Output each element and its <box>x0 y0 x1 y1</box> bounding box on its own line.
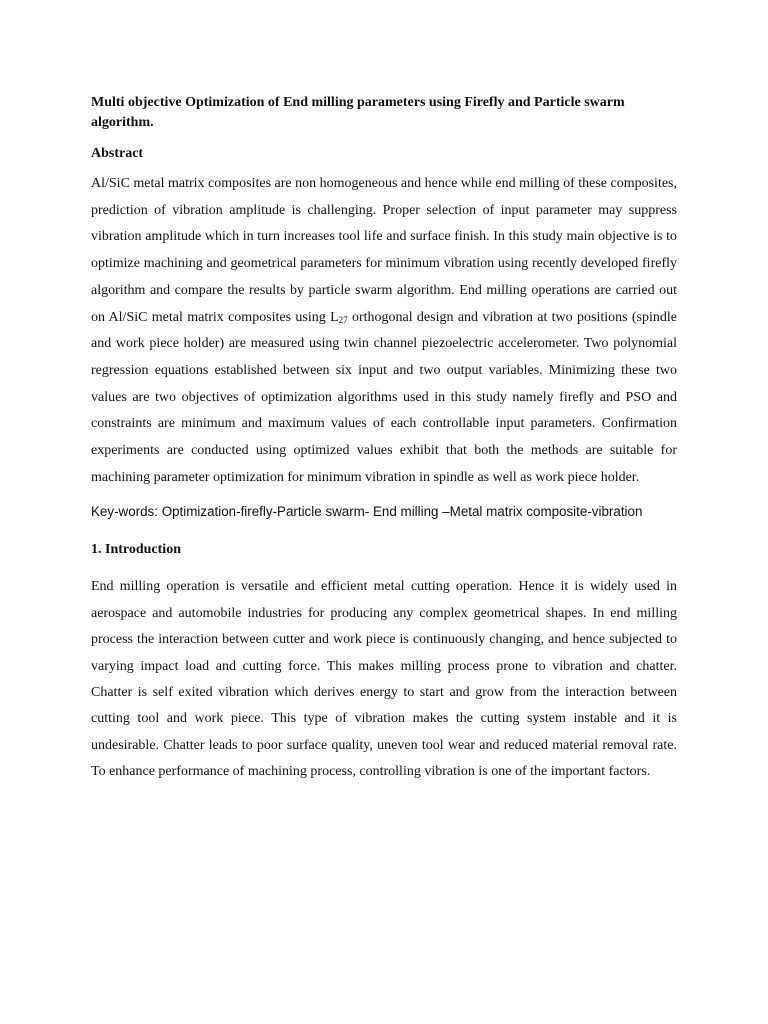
abstract-subscript: 27 <box>338 314 348 325</box>
introduction-paragraph: End milling operation is versatile and efficient metal cutting operation. Hence it is widely used in aerospace and automobile industries for producing any complex geometrical shapes. In end milling process the interaction between cutter and work piece is continuously changing, and hence subjected to varying impact load and cutting force. This makes milling process prone to vibration and chatter. Chatter is self exited vibration which derives energy to start and grow from the interaction between cutting tool and work piece. This type of vibration makes the cutting system instable and it is undesirable. Chatter leads to poor surface quality, uneven tool wear and reduced material removal rate. To enhance performance of machining process, controlling vibration is one of the important factors. <box>91 579 677 780</box>
paper-title: Multi objective Optimization of End milling parameters using Firefly and Particle swarm algorithm. <box>91 95 625 130</box>
abstract-heading: Abstract <box>91 146 144 161</box>
abstract-paragraph <box>91 171 677 491</box>
keywords-line: Key-words: Optimization-firefly-Particle swarm- End milling –Metal matrix composite-vibration <box>91 504 643 520</box>
introduction-heading: 1. Introduction <box>91 542 181 558</box>
abstract-text-part-2: orthogonal design and vibration at two positions (spindle and work piece holder) are measured using twin channel piezoelectric accelerometer. Two polynomial regression equations established between six input and two output variables. Minimizing these two values are two objectives of optimization algorithms used in this study namely firefly and PSO and constraints are minimum and maximum values of each controllable input parameters. Confirmation experiments are conducted using optimized values exhibit that both the methods are suitable for machining parameter optimization for minimum vibration in spindle as well as work piece holder. <box>91 309 677 485</box>
abstract-text-part-1: Al/SiC metal matrix composites are non homogeneous and hence while end milling of these composites, prediction of vibration amplitude is challenging. Proper selection of input parameter may suppress vibration amplitude which in turn increases tool life and surface finish. In this study main objective is to optimize machining and geometrical parameters for minimum vibration using recently developed firefly algorithm and compare the results by particle swarm algorithm. End milling operations are carried out on Al/SiC metal matrix composites using L <box>91 176 677 325</box>
